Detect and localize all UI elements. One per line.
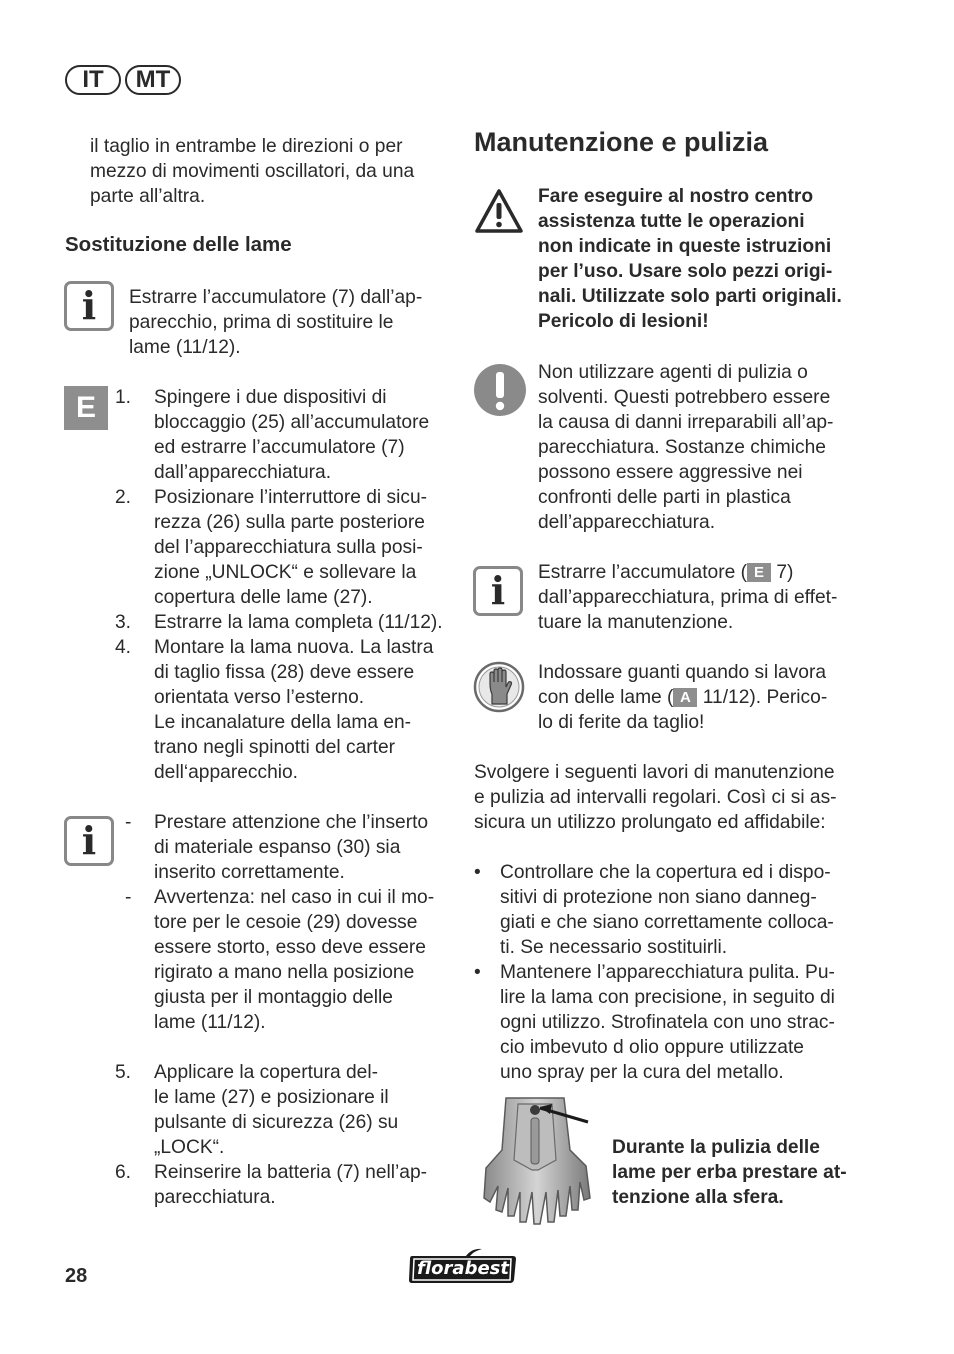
step-number: 6. [115, 1162, 132, 1183]
text-line: uno spray per la cura del metallo. [500, 1062, 784, 1083]
text-line: di taglio fissa (28) deve essere [154, 662, 415, 683]
list-item [115, 385, 455, 485]
brand-name: florabest [417, 1258, 509, 1279]
warning-triangle-icon [474, 188, 524, 234]
gloves-note [538, 660, 868, 735]
text-line: parecchiatura. Sostanze chimiche [538, 437, 826, 458]
text-line: Mantenere l’apparecchiatura pulita. Pu- [500, 962, 835, 983]
text-line: Pericolo di lesioni! [538, 311, 709, 332]
list-item [115, 635, 455, 785]
info-note-1 [129, 285, 449, 360]
list-item [115, 1160, 455, 1210]
text-line: tuare la manutenzione. [538, 612, 734, 633]
text-line: ogni utilizzo. Strofinatela con uno strac- [500, 1012, 835, 1033]
text-line: tenzione alla sfera. [612, 1187, 784, 1208]
text-line: la causa di danni irreparabili all’ap- [538, 412, 834, 433]
grass-blade-illustration [474, 1090, 594, 1228]
info-icon: i [64, 816, 114, 866]
exclamation-icon [473, 362, 527, 418]
text-line: Montare la lama nuova. La lastra [154, 637, 434, 658]
text-line: mezzo di movimenti oscillatori, da una [90, 161, 415, 182]
text-line: parecchiatura. [154, 1187, 276, 1208]
dash-marker: - [125, 887, 132, 908]
text-line: per l’uso. Usare solo pezzi origi- [538, 261, 833, 282]
text-line: orientata verso l’esterno. [154, 687, 365, 708]
text-line: lame (11/12). [154, 1012, 266, 1033]
text-line: Estrarre la lama completa (11/12). [154, 612, 443, 633]
text-line: giati e che siano correttamente colloca- [500, 912, 834, 933]
info-note-2 [538, 560, 868, 635]
text-line: Fare eseguire al nostro centro [538, 186, 814, 207]
text-line [538, 560, 868, 585]
section-heading: Sostituzione delle lame [65, 233, 292, 256]
step-number: 5. [115, 1062, 132, 1083]
ball-note [612, 1135, 872, 1210]
text-line: Controllare che la copertura ed i dispo- [500, 862, 831, 883]
text-line: Estrarre l’accumulatore (7) dall’ap- [129, 287, 423, 308]
warning-note [538, 184, 868, 334]
text-line: lo di ferite da taglio! [538, 712, 705, 733]
bullet-list [474, 860, 874, 1085]
bullet-marker: • [474, 862, 481, 883]
text-line: copertura delle lame (27). [154, 587, 373, 608]
maintenance-intro [474, 760, 874, 835]
text-line: Spingere i due dispositivi di [154, 387, 387, 408]
text-line: assistenza tutte le operazioni [538, 211, 805, 232]
bullet-marker: • [474, 962, 481, 983]
glove-icon [473, 660, 525, 714]
step-number: 3. [115, 612, 132, 633]
text-line: Prestare attenzione che l’inserto [154, 812, 429, 833]
text-line: cio imbevuto d olio oppure utilizzate [500, 1037, 804, 1058]
text-line: rezza (26) sulla parte posteriore [154, 512, 425, 533]
text-line: pulsante di sicurezza (26) su [154, 1112, 399, 1133]
text-line: ed estrarre l’accumulatore (7) [154, 437, 405, 458]
text-line: bloccaggio (25) all’accumulatore [154, 412, 430, 433]
text-line: solventi. Questi potrebbero essere [538, 387, 831, 408]
text-line: sicura un utilizzo prolungato ed affidabile: [474, 812, 826, 833]
figure-e-label: E [64, 386, 108, 430]
list-item [115, 810, 455, 885]
text-line: Durante la pulizia delle [612, 1137, 820, 1158]
page-number: 28 [65, 1265, 88, 1287]
text-span: con delle lame ( [538, 687, 674, 708]
text-line: Non utilizzare agenti di pulizia o [538, 362, 808, 383]
text-line: non indicate in queste istruzioni [538, 236, 832, 257]
info-icon: i [64, 281, 114, 331]
list-item [115, 885, 455, 1035]
list-item [115, 1060, 455, 1160]
text-span: Estrarre l’accumulatore ( [538, 562, 747, 583]
text-line: le lame (27) e posizionare il [154, 1087, 389, 1108]
figure-ref-e: E [747, 563, 771, 582]
text-line: Avvertenza: nel caso in cui il mo- [154, 887, 435, 908]
text-line: parte all’altra. [90, 186, 206, 207]
text-line: ti. Se necessario sostituirli. [500, 937, 728, 958]
step-number: 1. [115, 387, 132, 408]
text-line: sitivi di protezione non siano danneg- [500, 887, 817, 908]
intro-paragraph [90, 134, 450, 209]
text-line: Reinserire la batteria (7) nell’ap- [154, 1162, 428, 1183]
text-line: e pulizia ad intervalli regolari. Così ci si as- [474, 787, 837, 808]
text-line: „LOCK“. [154, 1137, 225, 1158]
text-line: zione „UNLOCK“ e sollevare la [154, 562, 417, 583]
notes-list [115, 810, 455, 1035]
language-badges [65, 65, 181, 95]
figure-ref-a: A [673, 688, 697, 707]
text-line: del l’apparecchiatura sulla posi- [154, 537, 423, 558]
text-line: rigirato a mano nella posizione [154, 962, 415, 983]
text-line: tore per le cesoie (29) dovesse [154, 912, 418, 933]
text-line: inserito correttamente. [154, 862, 345, 883]
text-line: essere storto, esso deve essere [154, 937, 426, 958]
text-line: possono essere aggressive nei [538, 462, 803, 483]
text-line [538, 685, 868, 710]
text-line: dell‘apparecchio. [154, 762, 298, 783]
text-line: Posizionare l’interruttore di sicu- [154, 487, 428, 508]
text-line: Applicare la copertura del- [154, 1062, 378, 1083]
step-number: 4. [115, 637, 132, 658]
text-line: trano negli spinotti del carter [154, 737, 396, 758]
text-line: di materiale espanso (30) sia [154, 837, 401, 858]
text-line: dall’apparecchiatura. [154, 462, 332, 483]
text-line: dall’apparecchiatura, prima di effet- [538, 587, 838, 608]
list-item [474, 960, 874, 1085]
text-line: lame per erba prestare at- [612, 1162, 847, 1183]
step-number: 2. [115, 487, 132, 508]
florabest-logo [406, 1246, 518, 1288]
steps-list-b [115, 1060, 455, 1210]
text-line: parecchio, prima di sostituire le [129, 312, 394, 333]
dash-marker: - [125, 812, 132, 833]
text-line: dell’apparecchiatura. [538, 512, 716, 533]
info-icon: i [473, 566, 523, 616]
text-line: Svolgere i seguenti lavori di manutenzione [474, 762, 835, 783]
text-line: Le incanalature della lama en- [154, 712, 412, 733]
lang-badge-it: IT [65, 65, 121, 95]
text-line: giusta per il montaggio delle [154, 987, 393, 1008]
text-line: il taglio in entrambe le direzioni o per [90, 136, 403, 157]
page-title: Manutenzione e pulizia [474, 127, 769, 157]
caution-note [538, 360, 868, 535]
text-line: nali. Utilizzate solo parti originali. [538, 286, 842, 307]
text-span: 11/12). Perico- [702, 687, 828, 708]
list-item [474, 860, 874, 960]
list-item [115, 485, 455, 610]
text-span: 7) [776, 562, 794, 583]
steps-list-a [115, 385, 455, 785]
text-line: Indossare guanti quando si lavora [538, 662, 827, 683]
text-line: confronti delle parti in plastica [538, 487, 791, 508]
lang-badge-mt: MT [125, 65, 181, 95]
text-line: lame (11/12). [129, 337, 241, 358]
list-item [115, 610, 455, 635]
text-line: lire la lama con precisione, in seguito di [500, 987, 835, 1008]
